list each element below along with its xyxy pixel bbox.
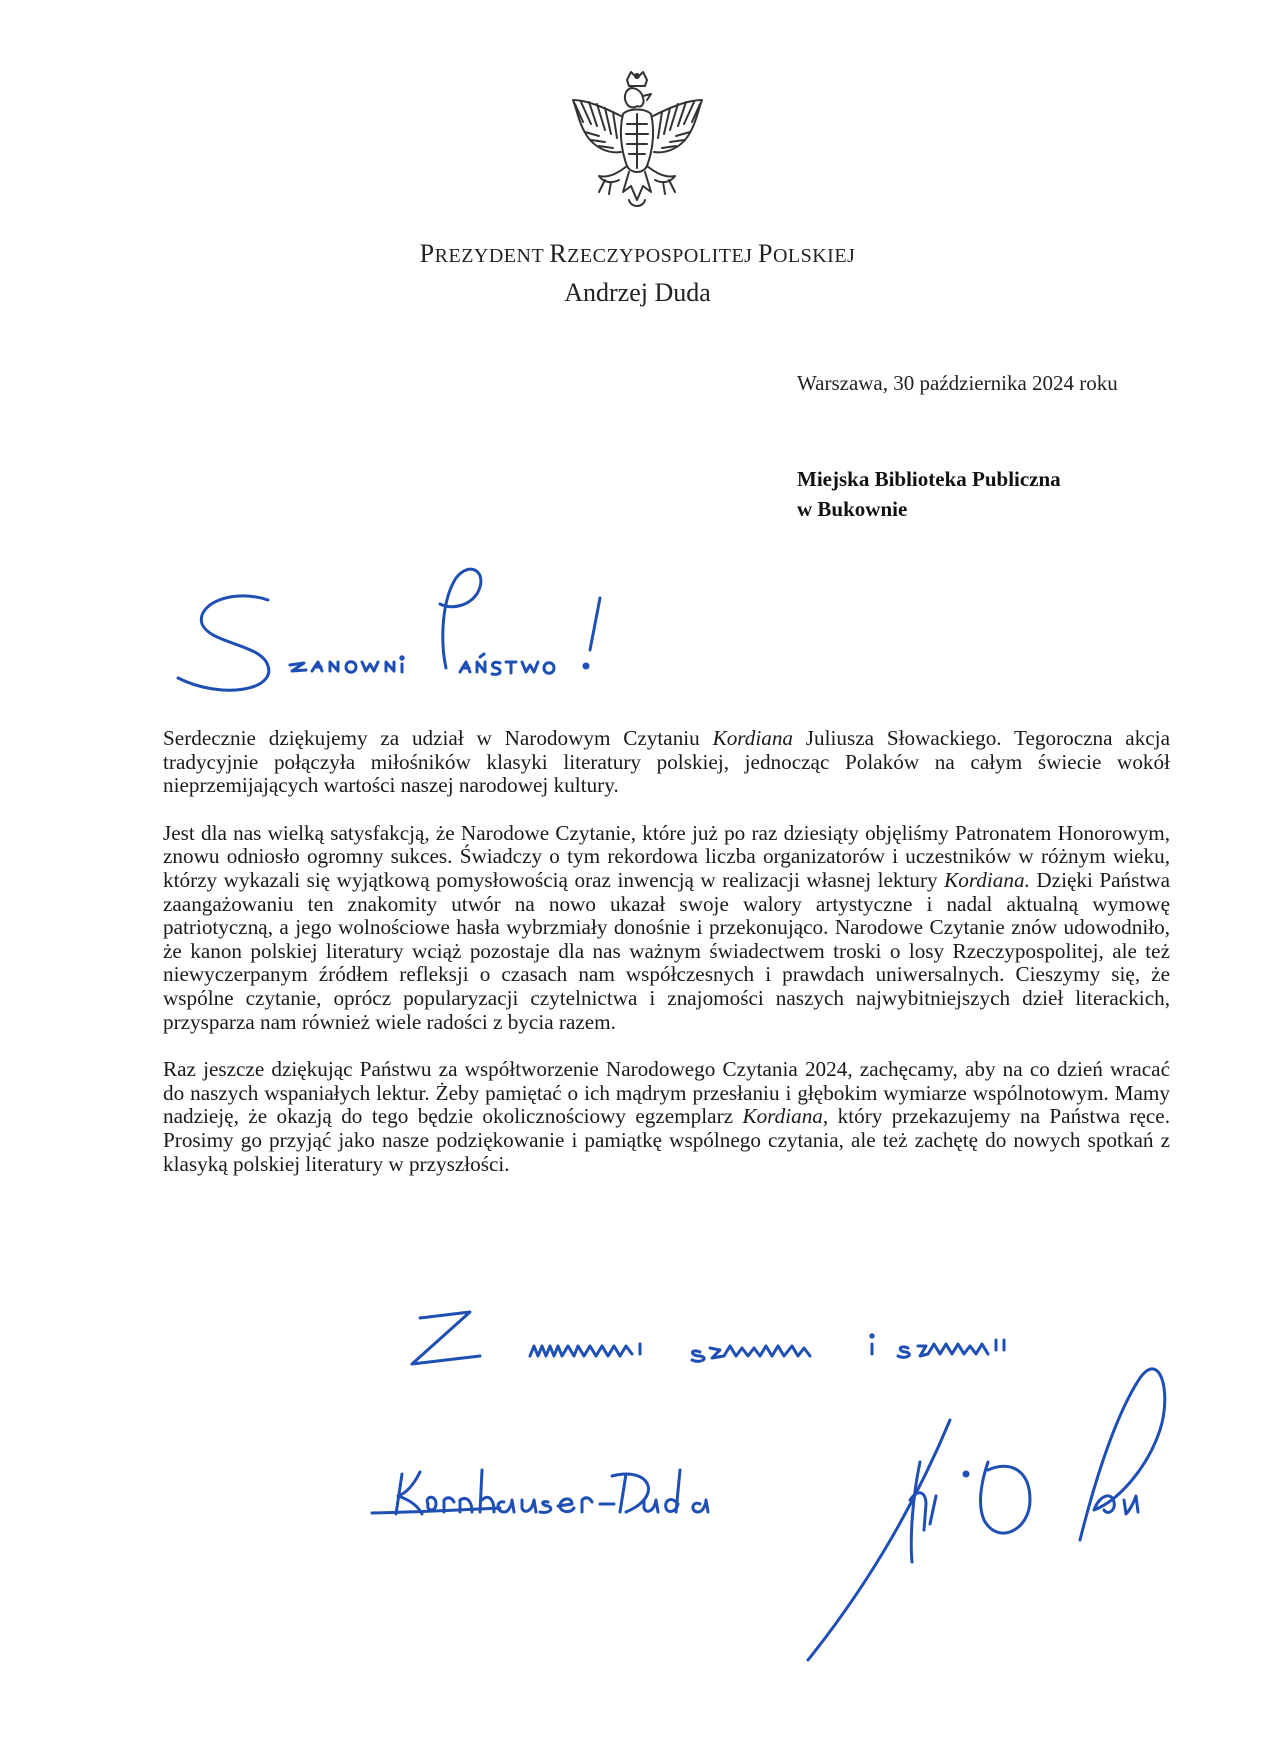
paragraph-1-text-a: Serdecznie dziękujemy za udział w Narodowym Czytaniu <box>163 726 713 750</box>
paragraph-3-text-a: Raz jeszcze dziękując Państwu za współtworzenie Narodowego Czytania 2024, zachęcamy, aby na co dzień wracać do naszych wspaniałych lektur. Żeby pamiętać o ich mądrym przesłaniu i głębokim wymiarze wspólnotowym. Mamy nadzieję, że okazją do tego będzie okolicznościowy egzemplarz <box>163 1057 1170 1129</box>
paragraph-2-text-a: Jest dla nas wielką satysfakcją, że Narodowe Czytanie, które już po raz dziesiąty objęliśmy Patronatem Honorowym, znowu odniosło ogromny sukces. Świadczy o tym rekordowa liczba organizatorów i uczestników w różnym wieku, którzy wykazali się wyjątkową pomysłowością oraz inwencją w realizacji własnej lektury <box>163 820 1170 892</box>
sender-name: Andrzej Duda <box>564 278 711 307</box>
book-title: Kordiana <box>742 1104 823 1129</box>
office-title-part-3: OLSKIEJ <box>772 245 856 267</box>
addressee-line-1: Miejska Biblioteka Publiczna <box>797 467 1061 491</box>
office-title-initial-2: R <box>549 239 568 268</box>
addressee-line-2: w Bukownie <box>797 497 908 521</box>
book-title: Kordiana <box>712 726 794 750</box>
paragraph-1 <box>163 727 1170 798</box>
office-title <box>0 237 1275 273</box>
paragraph-2-text-b: Dzięki Państwa zaangażowaniu ten znakomity utwór na nowo ukazał swoje walory artystyczne i nadal aktualną wymowę patriotyczną, a jego wolnościowe hasła wybrzmiały donośnie i przekonująco. Narodowe Czytanie znów udowodniło, że kanon polskiej literatury wciąż pozostaje dla nas ważnym świadectwem troski o losy Rzeczypospolitej, ale też niewyczerpanym źródłem refleksji o czasach nam współczesnych i prawdach uniwersalnych. Cieszymy się, że wspólne czytanie, oprócz popularyzacji czytelnictwa i znajomości naszych najwybitniejszych dzieł literackich, przysparza nam również wiele radości z bycia razem. <box>163 867 1170 1034</box>
office-title-initial-1: P <box>419 239 435 268</box>
letter-date: Warszawa, 30 października 2024 roku <box>797 371 1118 395</box>
paragraph-1-text-b: Juliusza Słowackiego. Tegoroczna akcja tradycyjnie połączyła miłośników klasyki literatury polskiej, jednocząc Polaków na całym świecie wokół nieprzemijających wartości naszej narodowej kultury. <box>163 726 1170 798</box>
letterhead <box>0 237 1275 311</box>
handwritten-closing <box>412 1312 1004 1364</box>
handwritten-salutation <box>178 569 600 690</box>
addressee <box>797 464 1061 524</box>
letter-body <box>163 727 1170 1200</box>
signature-right <box>808 1369 1165 1660</box>
paragraph-3 <box>163 1058 1170 1176</box>
paragraph-3-text-b: , który przekazujemy na Państwa ręce. Prosimy go przyjąć jako nasze podziękowanie i pamiątkę wspólnego czytania, ale też zachętę do nowych spotkań z klasyką polskiej literatury w przyszłości. <box>163 1104 1170 1176</box>
eagle-emblem-icon <box>565 70 710 218</box>
office-title-initial-3: P <box>757 239 773 268</box>
paragraph-2 <box>163 822 1170 1034</box>
book-title: Kordiana. <box>944 867 1030 892</box>
office-title-part-2: ZECZYPOSPOLITEJ <box>567 245 758 267</box>
signature-left <box>372 1470 708 1514</box>
office-title-part-1: REZYDENT <box>434 245 550 267</box>
